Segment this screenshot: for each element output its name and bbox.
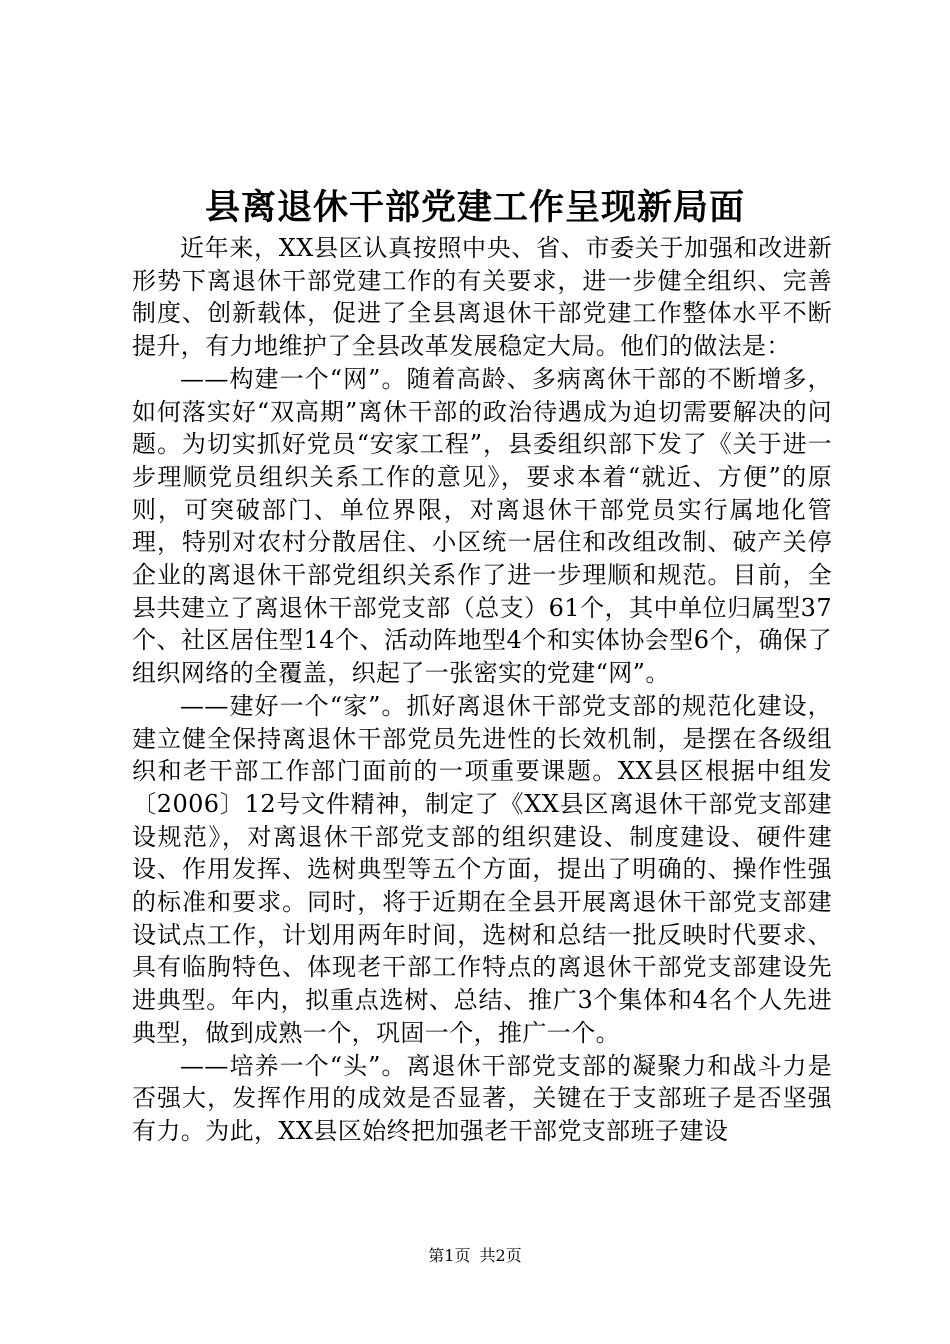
paragraph-network: ——构建一个“网”。随着高龄、多病离休干部的不断增多，如何落实好“双高期”离休干部的政治待遇成为迫切需要解决的问题。为切实抓好党员“安家工程”，县委组织部下发了《关于进一步理顺党员组织关系工作的意见》，要求本着“就近、方便”的原则，可突破部门、单位界限，对离退休干部党员实行属地化管理，特别对农村分散居住、小区统一居住和改组改制、破产关停企业的离退休干部党组织关系作了进一步理顺和规范。目前，全县共建立了离退休干部党支部（总支）61个，其中单位归属型37个、社区居住型14个、活动阵地型4个和实体协会型6个，确保了组织网络的全覆盖，织起了一张密实的党建“网”。 [132, 364, 832, 688]
paragraph-home: ——建好一个“家”。抓好离退休干部党支部的规范化建设，建立健全保持离退休干部党员先进性的长效机制，是摆在各级组织和老干部工作部门面前的一项重要课题。XX县区根据中组发〔2006〕12号文件精神，制定了《XX县区离退休干部党支部建设规范》，对离退休干部党支部的组织建设、制度建设、硬件建设、作用发挥、选树典型等五个方面，提出了明确的、操作性强的标准和要求。同时，将于近期在全县开展离退休干部党支部建设试点工作，计划用两年时间，选树和总结一批反映时代要求、具有临朐特色、体现老干部工作特点的离退休干部党支部建设先进典型。年内，拟重点选树、总结、推广3个集体和4名个人先进典型，做到成熟一个，巩固一个，推广一个。 [132, 691, 832, 1047]
paragraph-leader: ——培养一个“头”。离退休干部党支部的凝聚力和战斗力是否强大，发挥作用的成效是否显著，关键在于支部班子是否坚强有力。为此，XX县区始终把加强老干部党支部班子建设 [132, 1051, 832, 1145]
page-footer [0, 1246, 950, 1266]
page-number-current: 第1页 [428, 1246, 471, 1265]
document-body [132, 232, 832, 1148]
page-number-total: 共2页 [479, 1246, 522, 1265]
document-title: 县离退休干部党建工作呈现新局面 [204, 187, 745, 228]
paragraph-intro: 近年来，XX县区认真按照中央、省、市委关于加强和改进新形势下离退休干部党建工作的有关要求，进一步健全组织、完善制度、创新载体，促进了全县离退休干部党建工作整体水平不断提升，有力地维护了全县改革发展稳定大局。他们的做法是： [132, 234, 832, 361]
